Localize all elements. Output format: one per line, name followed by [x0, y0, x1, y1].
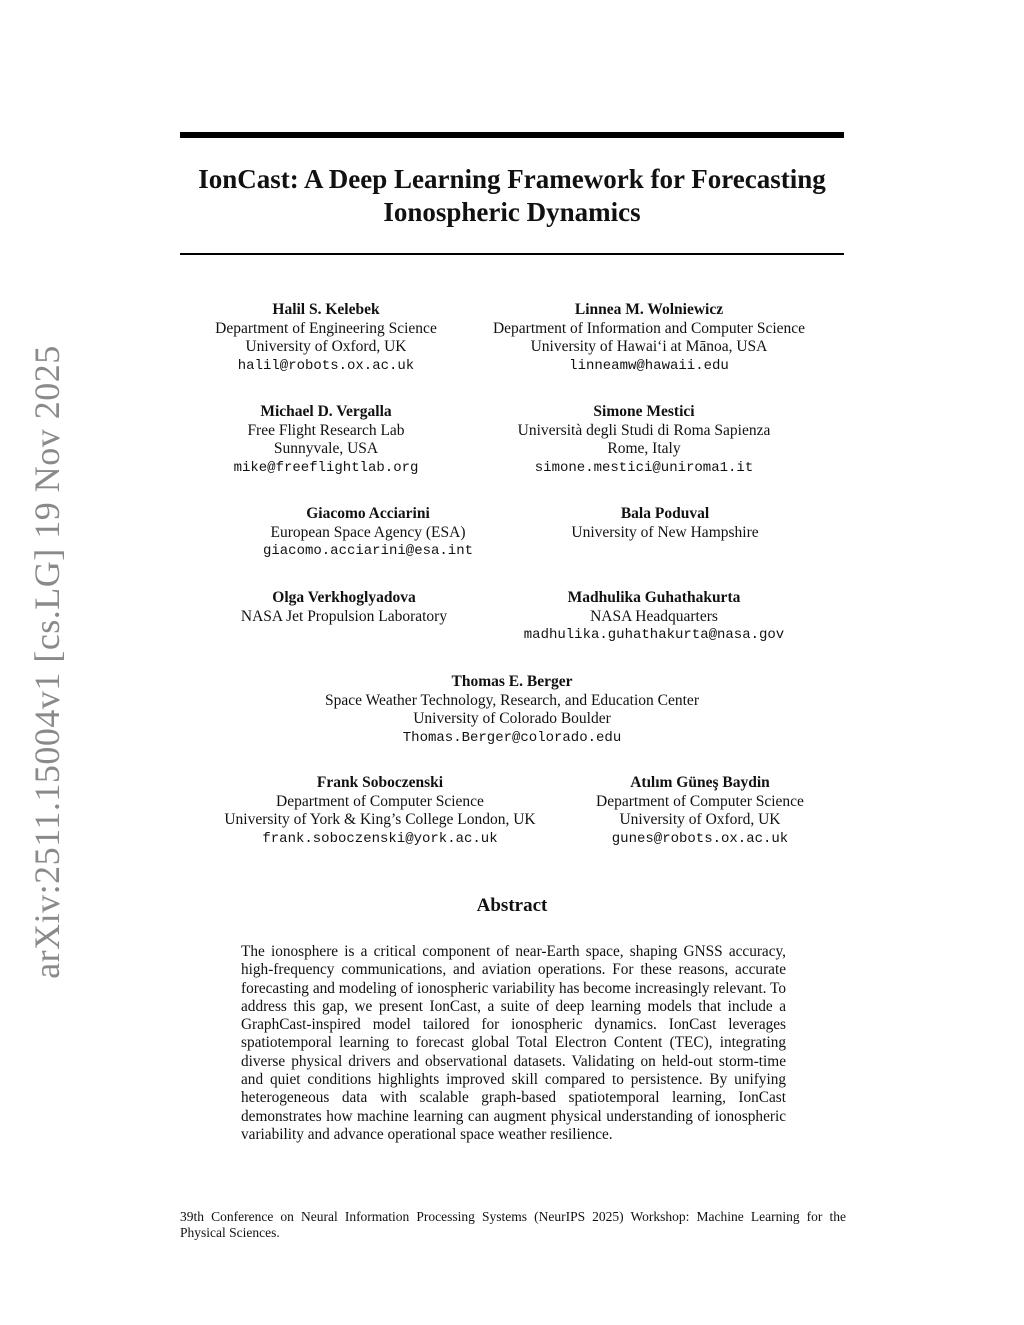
author-email[interactable]: simone.mestici@uniroma1.it	[534, 459, 754, 476]
author-affiliation: University of Hawaiʻi at Mānoa, USA	[530, 338, 768, 355]
author-affiliation: University of Oxford, UK	[619, 811, 781, 828]
author-name: Atılım Güneş Baydin	[630, 774, 770, 791]
author-affiliation: Department of Engineering Science	[215, 319, 437, 337]
author-email[interactable]: giacomo.acciarini@esa.int	[262, 543, 474, 559]
author-name: Bala Poduval	[620, 505, 710, 522]
author-affiliation: Free Flight Research Lab	[247, 421, 405, 439]
author-affiliation: Department of Computer Science	[596, 792, 804, 810]
author-block	[200, 774, 560, 848]
author-email[interactable]: mike@freeflightlab.org	[233, 459, 419, 476]
author-affiliation: University of York & King’s College London, UK	[224, 811, 536, 828]
author-block	[514, 589, 794, 645]
author-name: Linnea M. Wolniewicz	[574, 301, 724, 318]
author-email[interactable]: halil@robots.ox.ac.uk	[237, 357, 415, 374]
author-affiliation: NASA Headquarters	[590, 607, 718, 625]
author-name: Halil S. Kelebek	[272, 301, 380, 318]
author-affiliation: Department of Computer Science	[276, 792, 484, 810]
paper-title	[150, 163, 874, 229]
author-block	[224, 589, 464, 626]
author-block	[226, 403, 426, 477]
author-affiliation: European Space Agency (ESA)	[270, 523, 466, 541]
author-name: Simone Mestici	[593, 403, 695, 420]
author-email[interactable]: linneamw@hawaii.edu	[569, 357, 729, 374]
author-name: Olga Verkhoglyadova	[272, 589, 416, 606]
author-affiliation: Sunnyvale, USA	[273, 440, 379, 457]
title-top-rule	[180, 132, 844, 138]
author-block	[248, 505, 488, 561]
author-affiliation: University of New Hampshire	[571, 523, 759, 541]
conference-footnote: 39th Conference on Neural Information Processing Systems (NeurIPS 2025) Workshop: Machine Learning for the Physical Sciences.	[180, 1209, 846, 1240]
title-line-1: IonCast: A Deep Learning Framework for Forecasting	[198, 164, 826, 194]
author-block	[499, 403, 789, 477]
author-email[interactable]: frank.soboczenski@york.ac.uk	[262, 830, 498, 847]
author-affiliation: Department of Information and Computer Science	[492, 319, 806, 337]
author-name: Madhulika Guhathakurta	[567, 589, 741, 606]
author-block	[555, 505, 775, 542]
author-email[interactable]: Thomas.Berger@colorado.edu	[402, 729, 622, 746]
title-line-2: Ionospheric Dynamics	[383, 197, 641, 227]
author-block	[292, 673, 732, 747]
abstract-body: The ionosphere is a critical component of near-Earth space, shaping GNSS accuracy, high-frequency communications, and aviation operations. For these reasons, accurate forecasting and modeling of ionospheric variability has become increasingly relevant. To address this gap, we present IonCast, a suite of deep learning models that include a GraphCast-inspired model tailored for ionospheric dynamics. IonCast leverages spatiotemporal learning to forecast global Total Electron Content (TEC), integrating diverse physical drivers and observational datasets. Validating on held-out storm-time and quiet conditions highlights improved skill compared to persistence. By unifying heterogeneous data with scalable graph-based spatiotemporal learning, IonCast demonstrates how machine learning can augment physical understanding of ionospheric variability and advance operational space weather resilience.	[241, 943, 786, 1143]
author-name: Frank Soboczenski	[316, 774, 444, 791]
author-email[interactable]: madhulika.guhathakurta@nasa.gov	[523, 627, 785, 643]
author-affiliation: University of Oxford, UK	[245, 338, 407, 355]
author-block	[580, 774, 820, 848]
author-affiliation: University of Colorado Boulder	[413, 710, 611, 727]
author-affiliation: Università degli Studi di Roma Sapienza	[517, 421, 771, 439]
title-bottom-rule	[180, 253, 844, 255]
author-name: Michael D. Vergalla	[260, 403, 392, 420]
author-affiliation: Rome, Italy	[607, 440, 681, 457]
author-name: Thomas E. Berger	[451, 673, 573, 690]
abstract-heading: Abstract	[476, 895, 548, 916]
author-block	[206, 301, 446, 375]
author-block	[480, 301, 818, 375]
author-email[interactable]: gunes@robots.ox.ac.uk	[611, 830, 789, 847]
author-name: Giacomo Acciarini	[306, 505, 430, 522]
author-affiliation: Space Weather Technology, Research, and Education Center	[325, 691, 699, 709]
author-affiliation: NASA Jet Propulsion Laboratory	[240, 607, 448, 625]
arxiv-identifier: arXiv:2511.15004v1 [cs.LG] 19 Nov 2025	[27, 345, 67, 979]
